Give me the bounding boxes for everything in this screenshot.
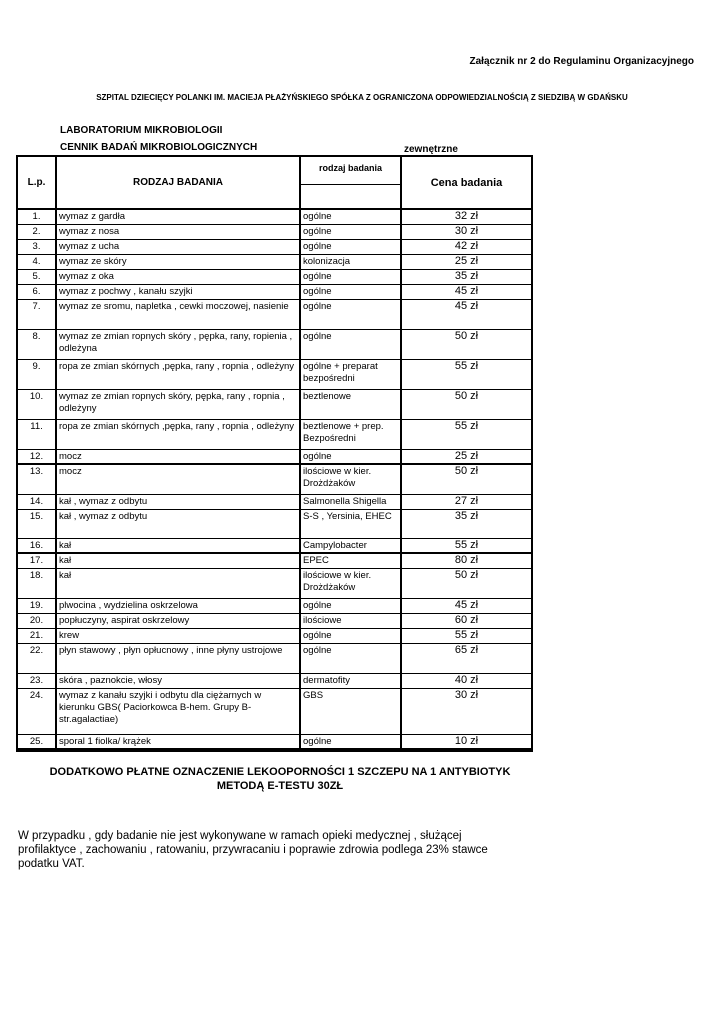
table-row (18, 735, 531, 750)
exam-type: beztlenowe (301, 390, 402, 419)
extra-fee-line1: DODATKOWO PŁATNE OZNACZENIE LEKOOPORNOŚCI 1 SZCZEPU NA 1 ANTYBIOTYK (49, 766, 511, 778)
exam-price: 32 zł (454, 210, 479, 222)
exam-price: 42 zł (454, 240, 479, 252)
exam-price: 30 zł (454, 689, 479, 701)
row-number: 14. (18, 495, 57, 509)
row-number: 1. (18, 210, 57, 224)
row-number: 5. (18, 270, 57, 284)
table-row (18, 674, 531, 689)
row-number: 9. (18, 360, 57, 389)
table-row (18, 569, 531, 599)
row-number: 17. (18, 554, 57, 568)
table-row (18, 554, 531, 569)
row-number: 24. (18, 689, 57, 734)
exam-name: wymaz z gardła (57, 210, 301, 224)
exam-type: dermatofity (301, 674, 402, 688)
hospital-name: SZPITAL DZIECIĘCY POLANKI IM. MACIEJA PŁAŻYŃSKIEGO SPÓŁKA Z OGRANICZONA ODPOWIEDZIALNOŚCIĄ Z SIEDZIBĄ W GDAŃSKU (96, 93, 628, 102)
table-row (18, 614, 531, 629)
exam-price: 27 zł (454, 495, 479, 507)
row-number: 3. (18, 240, 57, 254)
exam-type: ogólne (301, 644, 402, 673)
exam-price: 40 zł (454, 674, 479, 686)
table-row (18, 510, 531, 539)
extra-fee-line2: METODĄ E-TESTU 30ZŁ (216, 780, 344, 792)
exam-name: popłuczyny, aspirat oskrzelowy (57, 614, 301, 628)
exam-type: ogólne (301, 735, 402, 748)
exam-price: 10 zł (454, 735, 479, 747)
row-number: 4. (18, 255, 57, 269)
table-row (18, 689, 531, 735)
row-number: 20. (18, 614, 57, 628)
row-number: 10. (18, 390, 57, 419)
exam-type: ogólne (301, 210, 402, 224)
exam-type: ogólne + preparat bezpośredni (301, 360, 402, 389)
exam-price: 45 zł (454, 285, 479, 297)
table-body (18, 210, 531, 750)
row-number: 13. (18, 465, 57, 494)
exam-type: ogólne (301, 240, 402, 254)
exam-name: wymaz z pochwy , kanału szyjki (57, 285, 301, 299)
exam-price: 55 zł (454, 629, 479, 641)
table-row (18, 225, 531, 240)
exam-type: ogólne (301, 599, 402, 613)
row-number: 2. (18, 225, 57, 239)
table-row (18, 450, 531, 465)
row-number: 12. (18, 450, 57, 463)
exam-name: wymaz z kanału szyjki i odbytu dla ciężarnych w kierunku GBS( Paciorkowca B-hem. Grupy B- str.agalactiae) (57, 689, 301, 734)
exam-type: Campylobacter (301, 539, 402, 552)
exam-type: ilościowe w kier. Drożdżaków (301, 465, 402, 494)
column-header-name: RODZAJ BADANIA (57, 157, 301, 208)
exam-name: ropa ze zmian skórnych ,pępka, rany , ropnia , odleżyny (57, 420, 301, 449)
row-number: 18. (18, 569, 57, 598)
exam-type: S-S , Yersinia, EHEC (301, 510, 402, 538)
row-number: 21. (18, 629, 57, 643)
row-number: 7. (18, 300, 57, 329)
table-row (18, 420, 531, 450)
table-row (18, 255, 531, 270)
exam-name: wymaz ze zmian ropnych skóry , pępka, rany, ropienia , odleżyna (57, 330, 301, 359)
table-row (18, 360, 531, 390)
exam-type: ogólne (301, 285, 402, 299)
exam-type: kolonizacja (301, 255, 402, 269)
exam-type: beztlenowe + prep. Bezpośredni (301, 420, 402, 449)
exam-price: 45 zł (454, 300, 479, 312)
exam-price: 35 zł (454, 510, 479, 522)
table-row (18, 465, 531, 495)
exam-name: plwocina , wydzielina oskrzelowa (57, 599, 301, 613)
price-list-title: CENNIK BADAŃ MIKROBIOLOGICZNYCH (60, 142, 258, 153)
exam-price: 65 zł (454, 644, 479, 656)
table-row (18, 330, 531, 360)
row-number: 6. (18, 285, 57, 299)
exam-price: 60 zł (454, 614, 479, 626)
exam-type: ilościowe (301, 614, 402, 628)
lab-name: LABORATORIUM MIKROBIOLOGII (60, 125, 223, 136)
table-row (18, 644, 531, 674)
exam-name: wymaz z nosa (57, 225, 301, 239)
exam-type: GBS (301, 689, 402, 734)
exam-type: ogólne (301, 629, 402, 643)
column-header-price: Cena badania (430, 176, 503, 189)
exam-price: 55 zł (454, 420, 479, 432)
table-row (18, 240, 531, 255)
exam-name: kał (57, 539, 301, 552)
exam-name: wymaz z ucha (57, 240, 301, 254)
exam-name: sporal 1 fiolka/ krążek (57, 735, 301, 748)
table-row (18, 270, 531, 285)
header-divider (301, 184, 400, 185)
exam-price: 50 zł (454, 330, 479, 342)
exam-name: kał (57, 569, 301, 598)
exam-name: wymaz z oka (57, 270, 301, 284)
exam-type: EPEC (301, 554, 402, 568)
row-number: 25. (18, 735, 57, 748)
exam-price: 35 zł (454, 270, 479, 282)
table-row (18, 629, 531, 644)
exam-type: ogólne (301, 270, 402, 284)
exam-name: wymaz ze sromu, napletka , cewki moczowej, nasienie (57, 300, 301, 329)
table-row (18, 300, 531, 330)
exam-price: 50 zł (454, 390, 479, 402)
table-row (18, 539, 531, 554)
exam-name: kał , wymaz z odbytu (57, 510, 301, 538)
row-number: 22. (18, 644, 57, 673)
exam-name: płyn stawowy , płyn opłucnowy , inne płyny ustrojowe (57, 644, 301, 673)
exam-type: ogólne (301, 450, 402, 463)
exam-name: krew (57, 629, 301, 643)
column-header-lp: L.p. (18, 157, 57, 208)
extra-fee-note (0, 765, 560, 793)
vat-note: W przypadku , gdy badanie nie jest wykonywane w ramach opieki medycznej , służącej profilaktyce , zachowaniu , ratowaniu, przywracaniu i poprawie zdrowia podlega 23% stawce podatku VAT. (18, 830, 488, 870)
exam-price: 55 zł (454, 360, 479, 372)
row-number: 16. (18, 539, 57, 552)
column-header-type-label: rodzaj badania (318, 163, 382, 173)
exam-price: 50 zł (454, 569, 479, 581)
table-row (18, 599, 531, 614)
exam-name: skóra , paznokcie, włosy (57, 674, 301, 688)
row-number: 15. (18, 510, 57, 538)
exam-type: ogólne (301, 300, 402, 329)
exam-name: wymaz ze zmian ropnych skóry, pępka, rany , ropnia , odleżyny (57, 390, 301, 419)
exam-price: 80 zł (454, 554, 479, 566)
exam-type: Salmonella Shigella (301, 495, 402, 509)
exam-name: kał , wymaz z odbytu (57, 495, 301, 509)
table-row (18, 390, 531, 420)
table-row (18, 210, 531, 225)
exam-name: mocz (57, 450, 301, 463)
column-header-type (301, 157, 402, 208)
exam-name: mocz (57, 465, 301, 494)
exam-price: 50 zł (454, 465, 479, 477)
row-number: 8. (18, 330, 57, 359)
exam-name: kał (57, 554, 301, 568)
row-number: 23. (18, 674, 57, 688)
row-number: 11. (18, 420, 57, 449)
exam-type: ilościowe w kier. Drożdżaków (301, 569, 402, 598)
exam-name: ropa ze zmian skórnych ,pępka, rany , ropnia , odleżyny (57, 360, 301, 389)
exam-price: 45 zł (454, 599, 479, 611)
exam-price: 25 zł (454, 450, 479, 462)
row-number: 19. (18, 599, 57, 613)
exam-price: 30 zł (454, 225, 479, 237)
table-header (18, 157, 531, 210)
price-table (16, 155, 533, 752)
exam-price: 55 zł (454, 539, 479, 551)
exam-type: ogólne (301, 225, 402, 239)
external-label: zewnętrzne (404, 144, 458, 155)
exam-price: 25 zł (454, 255, 479, 267)
table-row (18, 495, 531, 510)
table-row (18, 285, 531, 300)
annex-title: Załącznik nr 2 do Regulaminu Organizacyjnego (469, 56, 694, 67)
exam-type: ogólne (301, 330, 402, 359)
exam-name: wymaz ze skóry (57, 255, 301, 269)
